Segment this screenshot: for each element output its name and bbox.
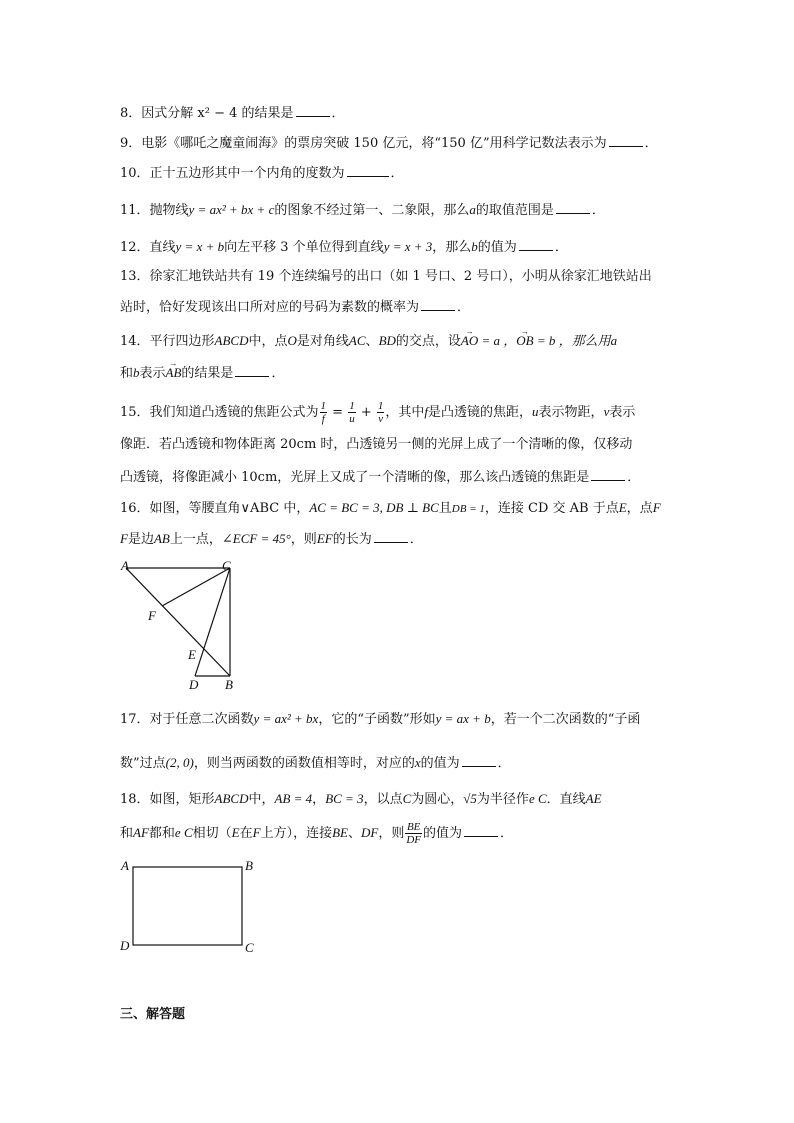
- answer-blank: [347, 164, 389, 177]
- question-18-line1: 18．如图，矩形ABCD中，AB = 4，BC = 3，以点C为圆心，√5为半径作e C．直线AE: [120, 791, 602, 807]
- label-B: B: [225, 677, 233, 692]
- answer-blank: [519, 238, 553, 251]
- question-13-line1: 13．徐家汇地铁站共有 19 个连续编号的出口（如 1 号口、2 号口），小明从徐家汇地铁站出: [120, 269, 652, 284]
- fraction-1-over-u: $\frac{1}{u}$: [349, 400, 355, 425]
- label-A: A: [121, 558, 129, 573]
- question-10: 10．正十五边形其中一个内角的度数为 ．: [120, 166, 404, 181]
- answer-blank: [591, 468, 625, 481]
- question-16-line2: F是边AB上一点，∠ECF = 45°，则EF的长为 ．: [120, 531, 423, 547]
- question-15-line1: 15．我们知道凸透镜的焦距公式为 $\frac{1}{f}$ = $\frac{1}{u}$ + $\frac{1}{v}$ ，其中f是凸透镜的焦距，u表示物距，v表示: [120, 400, 636, 425]
- question-15-line3: 凸透镜，将像距减小 10cm，光屏上又成了一个清晰的像，那么该凸透镜的焦距是 ．: [120, 470, 641, 485]
- answer-blank: [464, 824, 498, 837]
- answer-blank: [462, 754, 496, 767]
- figure-18: [115, 855, 265, 960]
- question-15-line2: 像距．若凸透镜和物体距离 20cm 时，凸透镜另一侧的光屏上成了一个清晰的像，仅移动: [120, 437, 633, 452]
- label-D: D: [120, 938, 130, 953]
- question-9: 9．电影《哪吒之魔童闹海》的票房突破 150 亿元，将“150 亿”用科学记数法表示为 ．: [120, 136, 658, 151]
- section-title: 三、解答题: [120, 1007, 186, 1022]
- question-17-line2: 数”过点(2, 0)，则当两函数的函数值相等时，对应的x的值为 ．: [120, 755, 511, 771]
- answer-blank: [609, 134, 643, 147]
- fraction-1-over-v: $\frac{1}{v}$: [377, 400, 384, 425]
- answer-blank: [374, 530, 408, 543]
- label-F: F: [148, 608, 156, 623]
- label-C: C: [222, 558, 231, 573]
- question-13-line2: 站时，恰好发现该出口所对应的号码为素数的概率为 ．: [120, 300, 471, 315]
- rectangle-ABCD: [133, 867, 242, 945]
- answer-blank: [296, 104, 330, 117]
- question-18-line2: 和AF都和e C相切（E在F上方），连接BE、DF，则 $\frac{BE}{DF}$ 的值为 ．: [120, 821, 514, 846]
- question-14-line1: 14．平行四边形ABCD中，点O是对角线AC、BD的交点，设→ AO = a ，→ OB = b ，那么用a: [120, 332, 617, 351]
- label-B: B: [245, 858, 253, 873]
- label-C: C: [245, 940, 254, 955]
- label-A: A: [121, 858, 129, 873]
- label-D: D: [189, 677, 199, 692]
- question-16-line1: 16．如图，等腰直角∨ABC 中，AC = BC = 3, DB ⊥ BC且DB = 1，连接 CD 交 AB 于点E，点F: [120, 500, 661, 516]
- question-8: 8．因式分解 x² − 4 的结果是 ．: [120, 106, 345, 121]
- answer-blank: [421, 298, 455, 311]
- question-11: 11．抛物线y = ax² + bx + c的图象不经过第一、二象限，那么a的取值范围是 ．: [120, 202, 605, 218]
- question-17-line1: 17．对于任意二次函数y = ax² + bx，它的“子函数”形如y = ax + b，若一个二次函数的“子函: [120, 711, 641, 727]
- figure-16: [115, 555, 250, 695]
- answer-blank: [235, 364, 269, 377]
- label-E: E: [188, 647, 196, 662]
- answer-blank: [556, 201, 590, 214]
- segment-AB: [126, 568, 230, 676]
- fraction-BE-over-DF: $\frac{BE}{DF}$: [406, 821, 422, 846]
- question-12: 12．直线y = x + b向左平移 3 个单位得到直线y = x + 3，那么b的值为 ．: [120, 239, 568, 255]
- fraction-1-over-f: $\frac{1}{f}$: [320, 400, 327, 425]
- question-14-line2: 和b表示→ AB的结果是 ．: [120, 364, 284, 383]
